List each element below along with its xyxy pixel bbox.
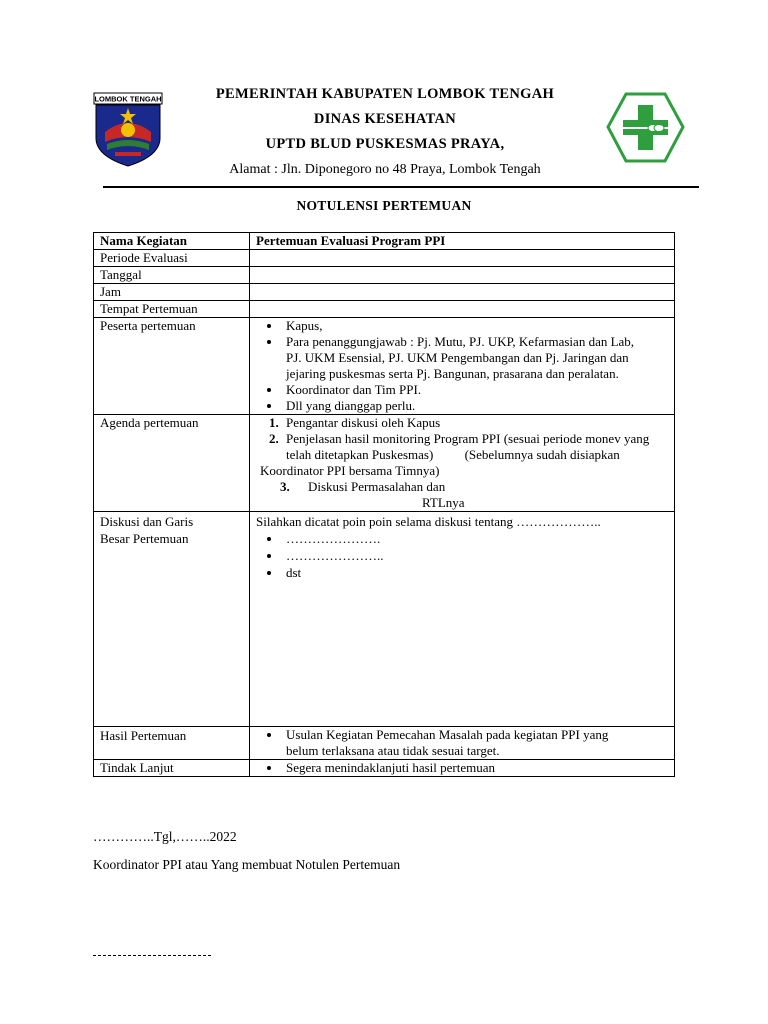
date-line: …………..Tgl,……..2022 xyxy=(93,829,237,844)
table-row xyxy=(94,233,675,250)
row-label: Periode Evaluasi xyxy=(94,250,250,267)
list-item: • Koordinator dan Tim PPI. xyxy=(282,382,674,398)
row-label: Jam xyxy=(94,284,250,301)
table-row xyxy=(94,760,675,777)
svg-text:LOMBOK TENGAH: LOMBOK TENGAH xyxy=(94,94,162,104)
list-item: 1. Pengantar diskusi oleh Kapus xyxy=(282,415,674,431)
header-government: PEMERINTAH KABUPATEN LOMBOK TENGAH xyxy=(215,86,555,102)
row-value xyxy=(250,415,675,512)
agenda-item-text: Penjelasan hasil monitoring Program PPI (sesuai periode monev yang telah ditetapkan Puskesmas) xyxy=(286,431,650,462)
row-label: Agenda pertemuan xyxy=(94,415,250,512)
header-unit: UPTD BLUD PUSKESMAS PRAYA, xyxy=(265,136,505,152)
list-item: • Usulan Kegiatan Pemecahan Masalah pada kegiatan PPI yang belum terlaksana atau tidak sesuai target. xyxy=(282,727,674,759)
agenda-continuation: Koordinator PPI bersama Timnya) xyxy=(260,463,440,478)
document-title: NOTULENSI PERTEMUAN xyxy=(296,198,472,213)
row-label: Hasil Pertemuan xyxy=(94,727,250,760)
header-divider xyxy=(103,186,699,188)
row-value xyxy=(250,267,675,284)
table-row xyxy=(94,301,675,318)
header-agency: DINAS KESEHATAN xyxy=(313,111,457,127)
list-item: • ………………….. xyxy=(282,548,674,564)
row-label xyxy=(94,512,250,727)
signer-title: Koordinator PPI atau Yang membuat Notulen Pertemuan xyxy=(93,857,401,872)
table-row xyxy=(94,512,675,727)
row-value xyxy=(250,318,675,415)
table-row xyxy=(94,415,675,512)
row-label-line: Diskusi dan Garis xyxy=(100,514,194,529)
row-label: Tempat Pertemuan xyxy=(94,301,250,318)
row-value xyxy=(250,727,675,760)
lombok-tengah-emblem xyxy=(93,92,163,168)
row-value xyxy=(250,301,675,318)
table-row xyxy=(94,318,675,415)
row-value xyxy=(250,760,675,777)
table-row xyxy=(94,727,675,760)
list-item: • Segera menindaklanjuti hasil pertemuan xyxy=(282,760,674,776)
row-value xyxy=(250,250,675,267)
agenda-item-note: (Sebelumnya sudah disiapkan xyxy=(464,447,620,462)
minutes-table xyxy=(93,232,675,777)
table-row xyxy=(94,284,675,301)
item-number: 3. xyxy=(280,479,290,494)
header-address: Alamat : Jln. Diponegoro no 48 Praya, Lombok Tengah xyxy=(229,162,541,177)
agenda-item-text: Diskusi Permasalahan dan xyxy=(308,479,446,494)
discussion-intro: Silahkan dicatat poin poin selama diskusi tentang ……………….. xyxy=(256,514,601,529)
list-item: • …………………. xyxy=(282,531,674,547)
row-value xyxy=(250,512,675,727)
row-value xyxy=(250,284,675,301)
row-label: Tindak Lanjut xyxy=(94,760,250,777)
list-item: • Kapus, xyxy=(282,318,674,334)
list-item xyxy=(282,431,674,463)
row-label: Nama Kegiatan xyxy=(94,233,250,250)
row-value: Pertemuan Evaluasi Program PPI xyxy=(250,233,675,250)
agenda-continuation: RTLnya xyxy=(422,495,465,510)
list-item: • Para penanggungjawab : Pj. Mutu, PJ. UKP, Kefarmasian dan Lab, PJ. UKM Esensial, PJ. UKM Pengembangan dan Pj. Jaringan dan jejaring puskesmas serta Pj. Bangunan, prasarana dan peralatan. xyxy=(282,334,674,382)
list-item: • dst xyxy=(282,565,674,581)
row-label-line: Besar Pertemuan xyxy=(100,531,189,546)
puskesmas-logo xyxy=(606,91,685,164)
agenda-item-3 xyxy=(256,479,674,495)
signature-line xyxy=(93,955,211,956)
row-label: Tanggal xyxy=(94,267,250,284)
table-row xyxy=(94,267,675,284)
row-label: Peserta pertemuan xyxy=(94,318,250,415)
table-row xyxy=(94,250,675,267)
list-item: • Dll yang dianggap perlu. xyxy=(282,398,674,414)
